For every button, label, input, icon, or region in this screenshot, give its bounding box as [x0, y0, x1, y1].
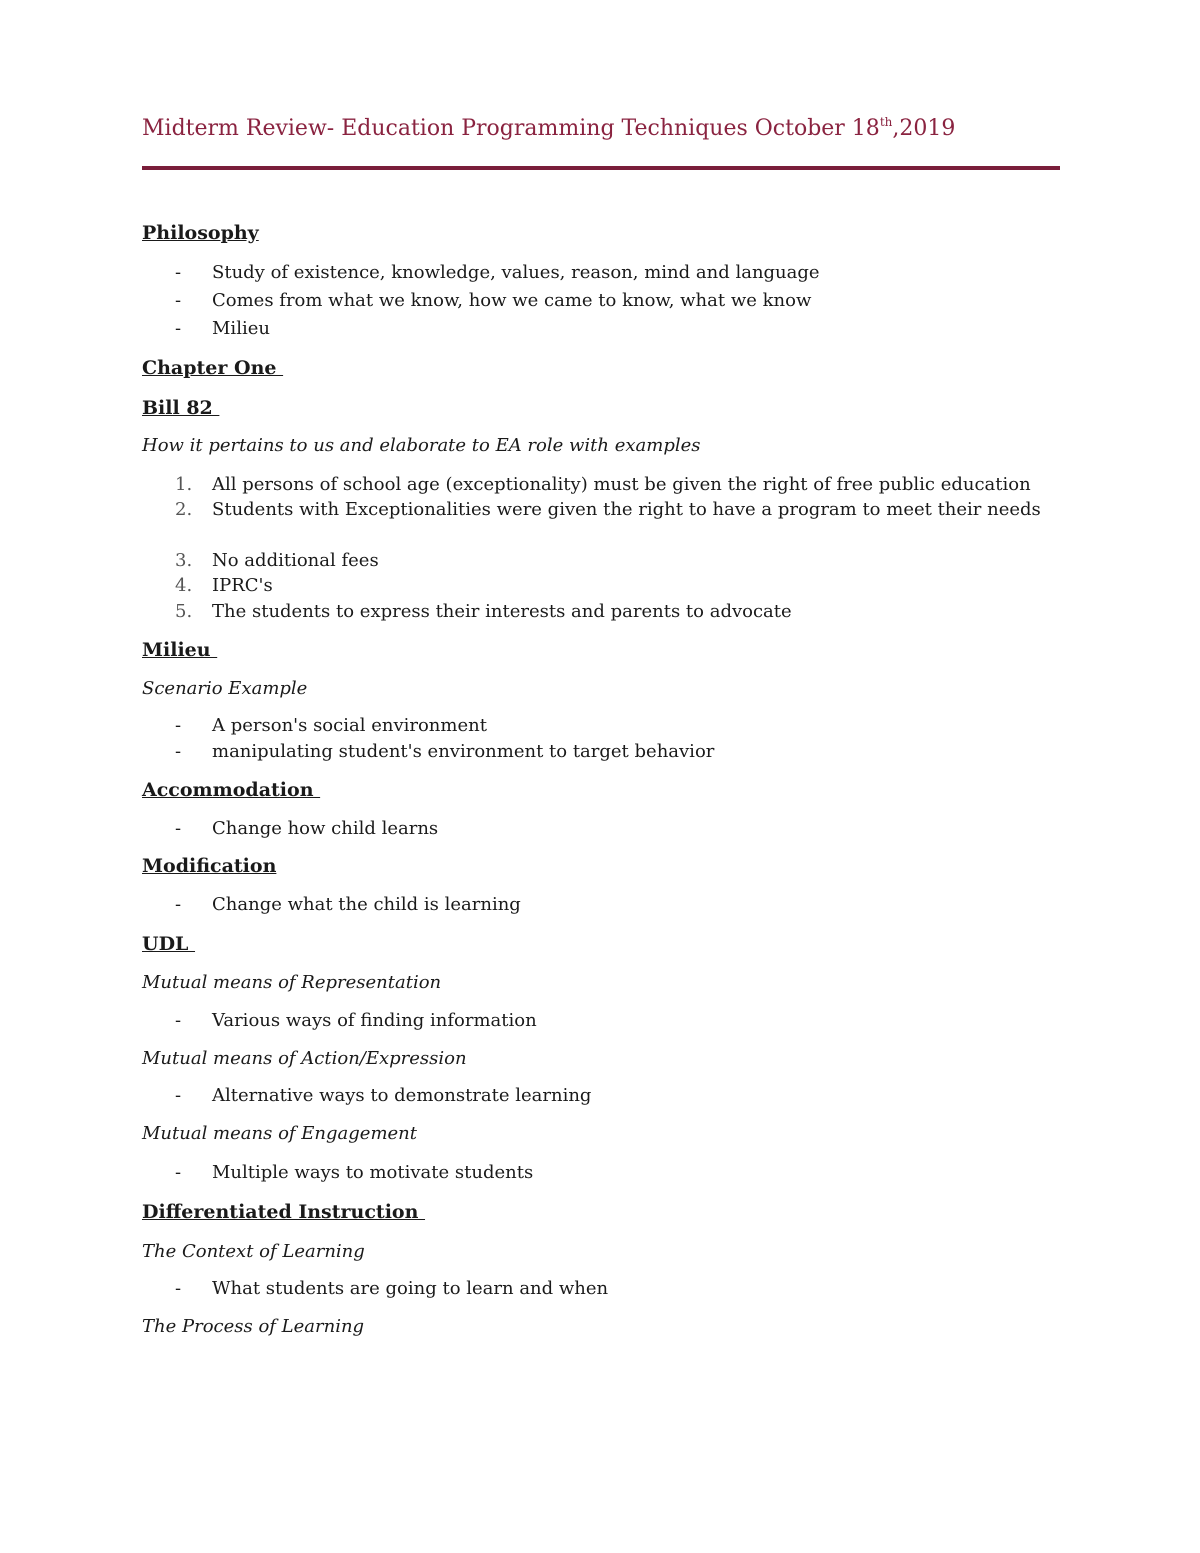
title-rule [142, 166, 1060, 170]
subheading: The Context of Learning [142, 1241, 365, 1262]
bullet-dash: - [175, 1010, 182, 1031]
bullet-dash: - [175, 1085, 182, 1106]
list-item: Change what the child is learning [212, 894, 521, 915]
list-item: Alternative ways to demonstrate learning [212, 1085, 592, 1106]
list-item: Change how child learns [212, 818, 439, 839]
subheading: Mutual means of Engagement [142, 1123, 417, 1144]
list-item: Students with Exceptionalities were given the right to have a program to meet their needs [212, 499, 1041, 520]
list-number: 3. [175, 550, 193, 571]
subheading: Mutual means of Representation [142, 972, 442, 993]
bullet-dash: - [175, 1162, 182, 1183]
heading-modification: Modification [142, 855, 277, 877]
list-number: 1. [175, 474, 193, 495]
list-item: A person's social environment [212, 715, 487, 736]
subheading: Scenario Example [142, 678, 308, 699]
list-item: No additional fees [212, 550, 379, 571]
heading-accommodation: Accommodation [142, 779, 321, 801]
list-item: Various ways of finding information [212, 1010, 537, 1031]
list-item: All persons of school age (exceptionality) must be given the right of free public education [212, 474, 1031, 495]
list-number: 5. [175, 601, 193, 622]
heading-chapter-one: Chapter One [142, 357, 284, 379]
list-item: manipulating student's environment to target behavior [212, 741, 715, 762]
bullet-dash: - [175, 894, 182, 915]
bullet-dash: - [175, 1278, 182, 1299]
bullet-dash: - [175, 741, 182, 762]
list-item: IPRC's [212, 575, 273, 596]
list-item: Study of existence, knowledge, values, reason, mind and language [212, 262, 820, 283]
heading-udl: UDL [142, 933, 196, 955]
bullet-dash: - [175, 290, 182, 311]
subheading: The Process of Learning [142, 1316, 365, 1337]
list-item: The students to express their interests and parents to advocate [212, 601, 792, 622]
subheading: Mutual means of Action/Expression [142, 1048, 467, 1069]
heading-philosophy: Philosophy [142, 222, 259, 244]
subheading: How it pertains to us and elaborate to EA role with examples [142, 435, 701, 456]
heading-milieu: Milieu [142, 639, 218, 661]
list-number: 4. [175, 575, 193, 596]
list-item: Comes from what we know, how we came to know, what we know [212, 290, 812, 311]
list-item: Milieu [212, 318, 270, 339]
heading-bill-82: Bill 82 [142, 397, 220, 419]
bullet-dash: - [175, 818, 182, 839]
bullet-dash: - [175, 715, 182, 736]
list-item: Multiple ways to motivate students [212, 1162, 534, 1183]
heading-differentiated-instruction: Differentiated Instruction [142, 1201, 426, 1223]
bullet-dash: - [175, 262, 182, 283]
list-item: What students are going to learn and when [212, 1278, 609, 1299]
document-title: Midterm Review- Education Programming Techniques October 18th,2019 [142, 115, 956, 141]
bullet-dash: - [175, 318, 182, 339]
list-number: 2. [175, 499, 193, 520]
